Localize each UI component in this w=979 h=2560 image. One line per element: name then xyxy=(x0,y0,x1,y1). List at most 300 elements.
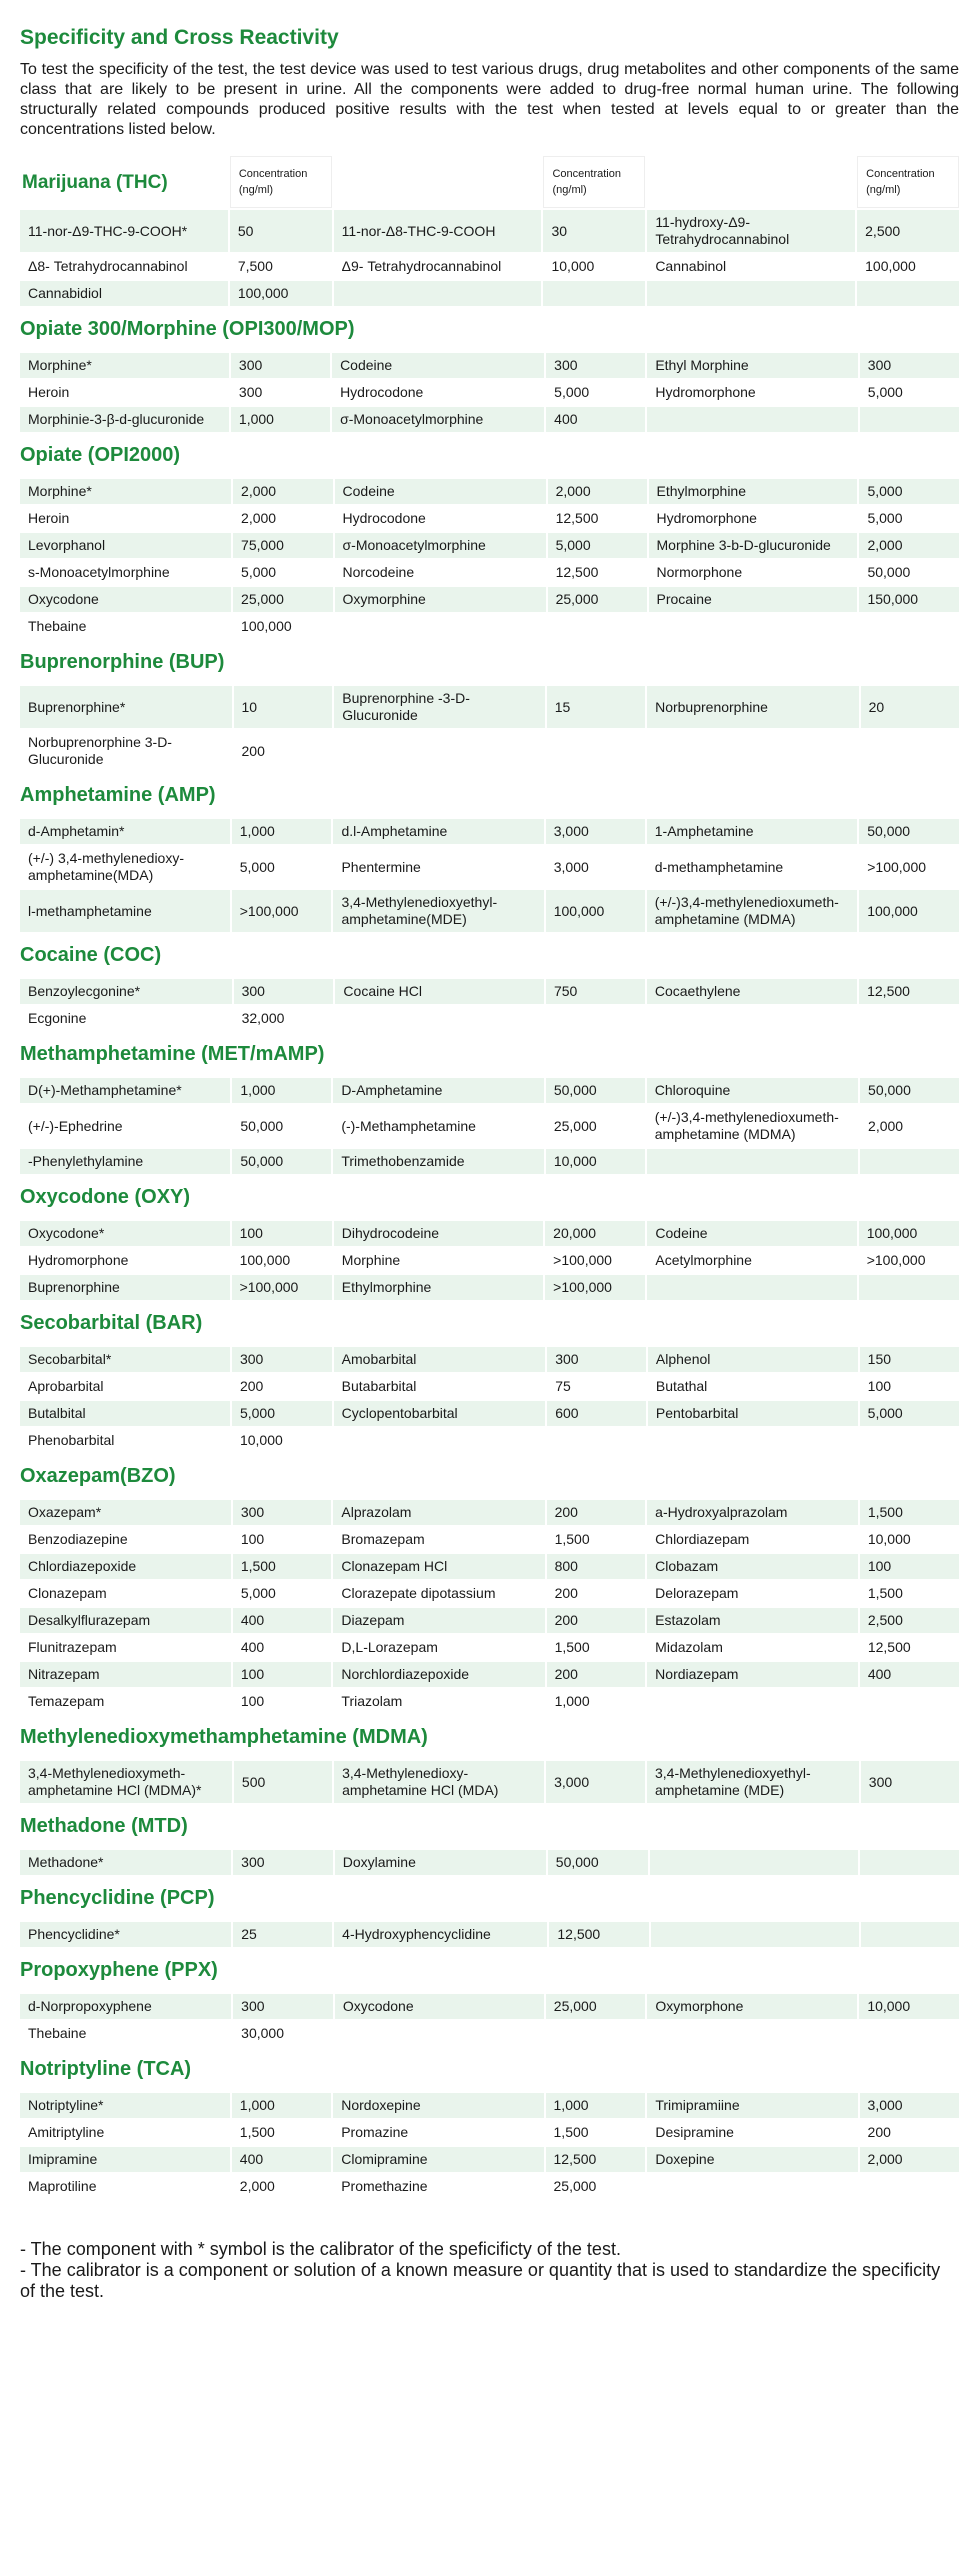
compound-name: -Phenylethylamine xyxy=(20,1149,230,1174)
compound-name xyxy=(647,2021,857,2046)
compound-name: Clobazam xyxy=(647,1554,858,1579)
concentration-header: Concentration (ng/ml) xyxy=(857,156,959,208)
compound-name xyxy=(649,614,858,639)
footnote: - The calibrator is a component or solution of a known measure or quantity that is used to standardize the specificity of the test. xyxy=(20,2260,941,2301)
table-row xyxy=(20,1078,959,1103)
concentration-value: 2,000 xyxy=(859,533,959,558)
concentration-value xyxy=(859,2021,959,2046)
concentration-value: 2,000 xyxy=(860,2147,959,2172)
concentration-value: 400 xyxy=(233,1635,332,1660)
concentration-value: 32,000 xyxy=(234,1006,334,1031)
section-heading: Methamphetamine (MET/mAMP) xyxy=(20,1043,325,1065)
concentration-value: 20,000 xyxy=(545,1221,645,1246)
table-row xyxy=(20,1922,959,1947)
cross-reactivity-table xyxy=(18,1498,961,1716)
drug-section xyxy=(18,318,961,434)
compound-name: Midazolam xyxy=(647,1635,858,1660)
table-row xyxy=(20,1105,959,1147)
concentration-value: 75,000 xyxy=(233,533,332,558)
compound-name: Pentobarbital xyxy=(648,1401,858,1426)
table-row xyxy=(20,506,959,531)
compound-name: 3,4-Methylenedioxy-amphetamine HCl (MDA) xyxy=(334,1761,544,1803)
concentration-value: 1,000 xyxy=(546,2093,646,2118)
concentration-value xyxy=(546,1006,645,1031)
compound-name: (-)-Methamphetamine xyxy=(333,1105,544,1147)
cross-reactivity-table xyxy=(18,1076,961,1176)
compound-name: Butabarbital xyxy=(334,1374,546,1399)
drug-section xyxy=(18,2058,961,2201)
concentration-value: 10,000 xyxy=(543,254,645,279)
compound-name: Amitriptyline xyxy=(20,2120,230,2145)
drug-section xyxy=(18,651,961,774)
compound-name: Delorazepam xyxy=(647,1581,858,1606)
table-row xyxy=(20,587,959,612)
compound-name: 11-nor-Δ8-THC-9-COOH xyxy=(334,210,542,252)
concentration-value: 75 xyxy=(547,1374,646,1399)
table-row xyxy=(20,254,959,279)
compound-name: Butalbital xyxy=(20,1401,230,1426)
concentration-value: 50,000 xyxy=(860,1078,959,1103)
table-row xyxy=(20,1500,959,1525)
table-row xyxy=(20,533,959,558)
compound-name: Δ8- Tetrahydrocannabinol xyxy=(20,254,228,279)
drug-section xyxy=(18,1815,961,1877)
section-heading: Notriptyline (TCA) xyxy=(20,2058,192,2080)
concentration-value: 300 xyxy=(861,1761,959,1803)
concentration-value: 200 xyxy=(232,1374,332,1399)
concentration-header: Concentration (ng/ml) xyxy=(543,156,645,208)
compound-name xyxy=(651,1922,858,1947)
compound-name: Alphenol xyxy=(648,1347,858,1372)
compound-name: Trimipramiine xyxy=(647,2093,857,2118)
concentration-value: >100,000 xyxy=(859,1248,959,1273)
concentration-value: 300 xyxy=(234,979,334,1004)
concentration-value: 2,000 xyxy=(232,2174,331,2199)
compound-name: Flunitrazepam xyxy=(20,1635,231,1660)
concentration-value: 200 xyxy=(547,1662,646,1687)
concentration-value xyxy=(861,730,959,772)
cross-reactivity-table xyxy=(18,1759,961,1805)
compound-name: (+/-)-Ephedrine xyxy=(20,1105,230,1147)
concentration-value: 2,000 xyxy=(860,1105,959,1147)
concentration-value: 2,000 xyxy=(548,479,647,504)
compound-name: Trimethobenzamide xyxy=(333,1149,544,1174)
concentration-value: 20 xyxy=(861,686,959,728)
concentration-value: 1,500 xyxy=(547,1527,646,1552)
concentration-value: 100 xyxy=(233,1527,332,1552)
concentration-value: 1,500 xyxy=(232,2120,331,2145)
concentration-value: 150 xyxy=(860,1347,959,1372)
compound-name: Levorphanol xyxy=(20,533,231,558)
compound-name: Hydrocodone xyxy=(332,380,544,405)
compound-name xyxy=(334,1428,546,1453)
concentration-value: 5,000 xyxy=(232,1401,332,1426)
compound-name xyxy=(647,1689,858,1714)
concentration-value xyxy=(860,1428,959,1453)
compound-name: Morphinie-3-β-d-glucuronide xyxy=(20,407,229,432)
concentration-value: 300 xyxy=(231,380,330,405)
compound-name xyxy=(647,1275,856,1300)
compound-name: Imipramine xyxy=(20,2147,230,2172)
compound-name: Ethylmorphine xyxy=(334,1275,543,1300)
concentration-value: 200 xyxy=(860,2120,959,2145)
concentration-value: 100 xyxy=(860,1374,959,1399)
compound-name: Codeine xyxy=(647,1221,856,1246)
concentration-value: 400 xyxy=(233,1608,332,1633)
concentration-value xyxy=(547,1428,646,1453)
table-row xyxy=(20,1581,959,1606)
compound-name: Amobarbital xyxy=(334,1347,546,1372)
concentration-value: 25,000 xyxy=(546,1105,645,1147)
compound-name xyxy=(647,1006,857,1031)
compound-name: Heroin xyxy=(20,506,231,531)
compound-name: Norbuprenorphine 3-D-Glucuronide xyxy=(20,730,232,772)
table-row xyxy=(20,1527,959,1552)
drug-section xyxy=(18,784,961,934)
table-row xyxy=(20,479,959,504)
compound-name: 3,4-Methylenedioxyethyl-amphetamine(MDE) xyxy=(333,890,543,932)
concentration-value: 1,000 xyxy=(547,1689,646,1714)
table-row xyxy=(20,1275,959,1300)
concentration-value: 5,000 xyxy=(233,1581,332,1606)
concentration-value: 12,500 xyxy=(860,1635,959,1660)
compound-name: d.l-Amphetamine xyxy=(333,819,543,844)
concentration-value: 15 xyxy=(547,686,645,728)
compound-name: Desalkylflurazepam xyxy=(20,1608,231,1633)
compound-name: Temazepam xyxy=(20,1689,231,1714)
table-row xyxy=(20,1401,959,1426)
concentration-value: 100 xyxy=(232,1221,332,1246)
concentration-value: 5,000 xyxy=(859,506,959,531)
compound-name: Triazolam xyxy=(333,1689,544,1714)
section-heading: Secobarbital (BAR) xyxy=(20,1312,203,1334)
compound-name: Benzodiazepine xyxy=(20,1527,231,1552)
concentration-value: 2,000 xyxy=(233,506,332,531)
concentration-value: 200 xyxy=(547,1581,646,1606)
compound-name: Hydromorphone xyxy=(20,1248,230,1273)
concentration-value: 5,000 xyxy=(860,1401,959,1426)
table-header-row xyxy=(20,156,959,208)
compound-name: Alprazolam xyxy=(333,1500,544,1525)
table-row xyxy=(20,2093,959,2118)
concentration-value xyxy=(860,1850,959,1875)
table-row xyxy=(20,210,959,252)
table-row xyxy=(20,2147,959,2172)
compound-name: 3,4-Methylenedioxyethyl-amphetamine (MDE) xyxy=(647,1761,859,1803)
concentration-value: 100,000 xyxy=(232,1248,332,1273)
compound-name: Morphine 3-b-D-glucuronide xyxy=(649,533,858,558)
concentration-value: >100,000 xyxy=(859,846,959,888)
concentration-value: 50 xyxy=(230,210,332,252)
compound-name: Oxycodone* xyxy=(20,1221,230,1246)
concentration-value: 300 xyxy=(233,1994,333,2019)
concentration-value: 600 xyxy=(547,1401,646,1426)
concentration-value: 300 xyxy=(546,353,645,378)
compound-name: Oxycodone xyxy=(335,1994,544,2019)
table-row xyxy=(20,1761,959,1803)
compound-name: Doxylamine xyxy=(335,1850,546,1875)
compound-name: Nordoxepine xyxy=(333,2093,543,2118)
compound-name: Cannabidiol xyxy=(20,281,228,306)
concentration-value: 5,000 xyxy=(546,380,645,405)
table-row xyxy=(20,1689,959,1714)
compound-name: (+/-) 3,4-methylenedioxy-amphetamine(MDA) xyxy=(20,846,230,888)
concentration-value: 300 xyxy=(547,1347,646,1372)
empty-header-cell xyxy=(334,156,542,208)
compound-name xyxy=(334,730,544,772)
table-row xyxy=(20,979,959,1004)
table-row xyxy=(20,730,959,772)
table-row xyxy=(20,1662,959,1687)
concentration-value: 2,500 xyxy=(860,1608,959,1633)
concentration-value: 5,000 xyxy=(548,533,647,558)
table-row xyxy=(20,819,959,844)
table-row xyxy=(20,1149,959,1174)
concentration-value: 1,500 xyxy=(547,1635,646,1660)
drug-section xyxy=(18,1465,961,1716)
concentration-value: 12,500 xyxy=(548,506,647,531)
compound-name: Secobarbital* xyxy=(20,1347,230,1372)
concentration-value: 12,500 xyxy=(546,2147,646,2172)
concentration-value xyxy=(860,1149,959,1174)
concentration-value: >100,000 xyxy=(232,890,332,932)
concentration-value: >100,000 xyxy=(545,1275,645,1300)
cross-reactivity-table xyxy=(18,351,961,434)
section-heading: Methadone (MTD) xyxy=(20,1815,188,1837)
table-row xyxy=(20,1850,959,1875)
concentration-value: 100,000 xyxy=(230,281,332,306)
sections-container xyxy=(18,154,961,2201)
compound-name: Thebaine xyxy=(20,614,231,639)
compound-name: Oxazepam* xyxy=(20,1500,231,1525)
cross-reactivity-table xyxy=(18,1345,961,1455)
concentration-value: 25,000 xyxy=(548,587,647,612)
table-row xyxy=(20,2021,959,2046)
page-title: Specificity and Cross Reactivity xyxy=(20,26,339,49)
concentration-value: 12,500 xyxy=(859,979,959,1004)
compound-name: Buprenorphine -3-D-Glucuronide xyxy=(334,686,544,728)
compound-name: Nordiazepam xyxy=(647,1662,858,1687)
compound-name: s-Monoacetylmorphine xyxy=(20,560,231,585)
table-row xyxy=(20,281,959,306)
cross-reactivity-table xyxy=(18,2091,961,2201)
section-heading: Buprenorphine (BUP) xyxy=(20,651,225,673)
table-row xyxy=(20,1221,959,1246)
compound-name: Clomipramine xyxy=(333,2147,543,2172)
compound-name: Notriptyline* xyxy=(20,2093,230,2118)
compound-name: Clorazepate dipotassium xyxy=(333,1581,544,1606)
compound-name: Clonazepam xyxy=(20,1581,231,1606)
section-heading: Methylenedioxymethamphetamine (MDMA) xyxy=(20,1726,428,1748)
concentration-value: 3,000 xyxy=(546,819,645,844)
compound-name: Hydromorphone xyxy=(647,380,857,405)
concentration-value: 1,000 xyxy=(232,2093,331,2118)
concentration-value xyxy=(860,1689,959,1714)
section-heading: Cocaine (COC) xyxy=(20,944,162,966)
compound-name: Promazine xyxy=(333,2120,543,2145)
drug-section xyxy=(18,1043,961,1176)
compound-name: Chloroquine xyxy=(647,1078,858,1103)
concentration-value xyxy=(859,614,959,639)
concentration-value xyxy=(860,2174,959,2199)
compound-name: Estazolam xyxy=(647,1608,858,1633)
compound-name: Promethazine xyxy=(333,2174,543,2199)
table-row xyxy=(20,380,959,405)
concentration-value: 100,000 xyxy=(233,614,332,639)
concentration-value: 400 xyxy=(232,2147,331,2172)
compound-name: d-Norpropoxyphene xyxy=(20,1994,231,2019)
compound-name: D-Amphetamine xyxy=(333,1078,544,1103)
cross-reactivity-table xyxy=(18,1992,961,2048)
compound-name: 11-hydroxy-Δ9-Tetrahydrocannabinol xyxy=(647,210,855,252)
concentration-value: 1,000 xyxy=(232,819,332,844)
compound-name xyxy=(647,730,859,772)
concentration-value: 2,500 xyxy=(857,210,959,252)
concentration-value: 1,500 xyxy=(546,2120,646,2145)
compound-name xyxy=(650,1850,858,1875)
concentration-value: 10,000 xyxy=(860,1527,959,1552)
compound-name: Δ9- Tetrahydrocannabinol xyxy=(334,254,542,279)
concentration-value: 25,000 xyxy=(546,2174,646,2199)
compound-name: Hydrocodone xyxy=(335,506,546,531)
compound-name: Norcodeine xyxy=(335,560,546,585)
compound-name xyxy=(647,1149,858,1174)
compound-name: 3,4-Methylenedioxymeth-amphetamine HCl (MDMA)* xyxy=(20,1761,232,1803)
compound-name: Morphine xyxy=(334,1248,543,1273)
concentration-value: 800 xyxy=(547,1554,646,1579)
concentration-value: 10,000 xyxy=(232,1428,332,1453)
section-heading: Oxycodone (OXY) xyxy=(20,1186,191,1208)
concentration-value xyxy=(548,614,647,639)
concentration-value: 25,000 xyxy=(546,1994,646,2019)
concentration-value: 5,000 xyxy=(860,380,959,405)
concentration-value: 300 xyxy=(860,353,959,378)
compound-name: Normorphone xyxy=(649,560,858,585)
compound-name xyxy=(335,1006,544,1031)
drug-section xyxy=(18,1186,961,1302)
table-row xyxy=(20,1608,959,1633)
concentration-value: 10 xyxy=(234,686,333,728)
compound-name: Thebaine xyxy=(20,2021,231,2046)
compound-name: Buprenorphine xyxy=(20,1275,230,1300)
concentration-value: 10,000 xyxy=(546,1149,645,1174)
concentration-value: 750 xyxy=(546,979,645,1004)
compound-name: Ethylmorphine xyxy=(649,479,858,504)
compound-name: Hydromorphone xyxy=(649,506,858,531)
compound-name: σ-Monoacetylmorphine xyxy=(332,407,544,432)
concentration-value: 500 xyxy=(234,1761,332,1803)
cross-reactivity-table xyxy=(18,1920,961,1949)
concentration-value: >100,000 xyxy=(545,1248,645,1273)
compound-name: Diazepam xyxy=(333,1608,544,1633)
concentration-value: 100,000 xyxy=(857,254,959,279)
cross-reactivity-table xyxy=(18,1848,961,1877)
concentration-value: 50,000 xyxy=(859,560,959,585)
concentration-value: 1,500 xyxy=(860,1581,959,1606)
drug-section xyxy=(18,1726,961,1805)
concentration-value: 2,000 xyxy=(233,479,332,504)
cross-reactivity-table xyxy=(18,1219,961,1302)
compound-name: Acetylmorphine xyxy=(647,1248,856,1273)
compound-name: Ecgonine xyxy=(20,1006,232,1031)
concentration-value: 300 xyxy=(233,1500,332,1525)
compound-name: l-methamphetamine xyxy=(20,890,230,932)
compound-name: Dihydrocodeine xyxy=(334,1221,543,1246)
concentration-value xyxy=(860,407,959,432)
cross-reactivity-table xyxy=(18,977,961,1033)
compound-name: 1-Amphetamine xyxy=(647,819,857,844)
compound-name: Buprenorphine* xyxy=(20,686,232,728)
concentration-value: 100,000 xyxy=(546,890,645,932)
concentration-value xyxy=(861,1922,959,1947)
concentration-value: 1,500 xyxy=(233,1554,332,1579)
compound-name xyxy=(334,281,542,306)
compound-name: Doxepine xyxy=(647,2147,857,2172)
table-row xyxy=(20,1554,959,1579)
compound-name: Phenobarbital xyxy=(20,1428,230,1453)
concentration-value: 300 xyxy=(232,1347,332,1372)
compound-name xyxy=(335,2021,544,2046)
concentration-value: 100 xyxy=(233,1662,332,1687)
concentration-header: Concentration (ng/ml) xyxy=(230,156,332,208)
compound-name xyxy=(335,614,546,639)
section-heading: Opiate (OPI2000) xyxy=(20,444,181,466)
concentration-value: 25 xyxy=(233,1922,332,1947)
compound-name: (+/-)3,4-methylenedioxumeth-amphetamine (MDMA) xyxy=(647,890,857,932)
compound-name: d-Amphetamin* xyxy=(20,819,230,844)
compound-name: Cocaine HCl xyxy=(335,979,544,1004)
section-heading: Marijuana (THC) xyxy=(20,156,228,208)
concentration-value: 1,000 xyxy=(231,407,330,432)
concentration-value xyxy=(857,281,959,306)
table-row xyxy=(20,1347,959,1372)
concentration-value: 5,000 xyxy=(233,560,332,585)
concentration-value: 400 xyxy=(860,1662,959,1687)
table-row xyxy=(20,1994,959,2019)
concentration-value xyxy=(546,2021,646,2046)
compound-name: Oxymorphine xyxy=(335,587,546,612)
concentration-value: 50,000 xyxy=(232,1149,331,1174)
concentration-value: 25,000 xyxy=(233,587,332,612)
table-row xyxy=(20,1374,959,1399)
table-row xyxy=(20,1635,959,1660)
cross-reactivity-table xyxy=(18,154,961,308)
compound-name: Morphine* xyxy=(20,479,231,504)
section-heading: Oxazepam(BZO) xyxy=(20,1465,176,1487)
section-heading: Propoxyphene (PPX) xyxy=(20,1959,218,1981)
compound-name: Butathal xyxy=(648,1374,858,1399)
compound-name: Benzoylecgonine* xyxy=(20,979,232,1004)
compound-name: Clonazepam HCl xyxy=(333,1554,544,1579)
compound-name: Ethyl Morphine xyxy=(647,353,857,378)
table-row xyxy=(20,407,959,432)
compound-name: Phentermine xyxy=(333,846,543,888)
table-row xyxy=(20,686,959,728)
section-heading: Opiate 300/Morphine (OPI300/MOP) xyxy=(20,318,355,340)
compound-name xyxy=(648,1428,858,1453)
table-row xyxy=(20,353,959,378)
compound-name: d-methamphetamine xyxy=(647,846,857,888)
intro-paragraph: To test the specificity of the test, the test device was used to test various drugs, drug metabolites and other components of the same class that are likely to be present in urine. All the components were added to drug-free normal human urine. The following structurally related compounds produced positive results with the test when tested at levels equal to or greater than the concentrations listed below. xyxy=(20,61,959,138)
compound-name xyxy=(647,2174,857,2199)
concentration-value: 1,500 xyxy=(860,1500,959,1525)
concentration-value xyxy=(859,1275,959,1300)
compound-name: Procaine xyxy=(649,587,858,612)
table-row xyxy=(20,1248,959,1273)
compound-name: Norchlordiazepoxide xyxy=(333,1662,544,1687)
table-row xyxy=(20,890,959,932)
compound-name: Cannabinol xyxy=(647,254,855,279)
